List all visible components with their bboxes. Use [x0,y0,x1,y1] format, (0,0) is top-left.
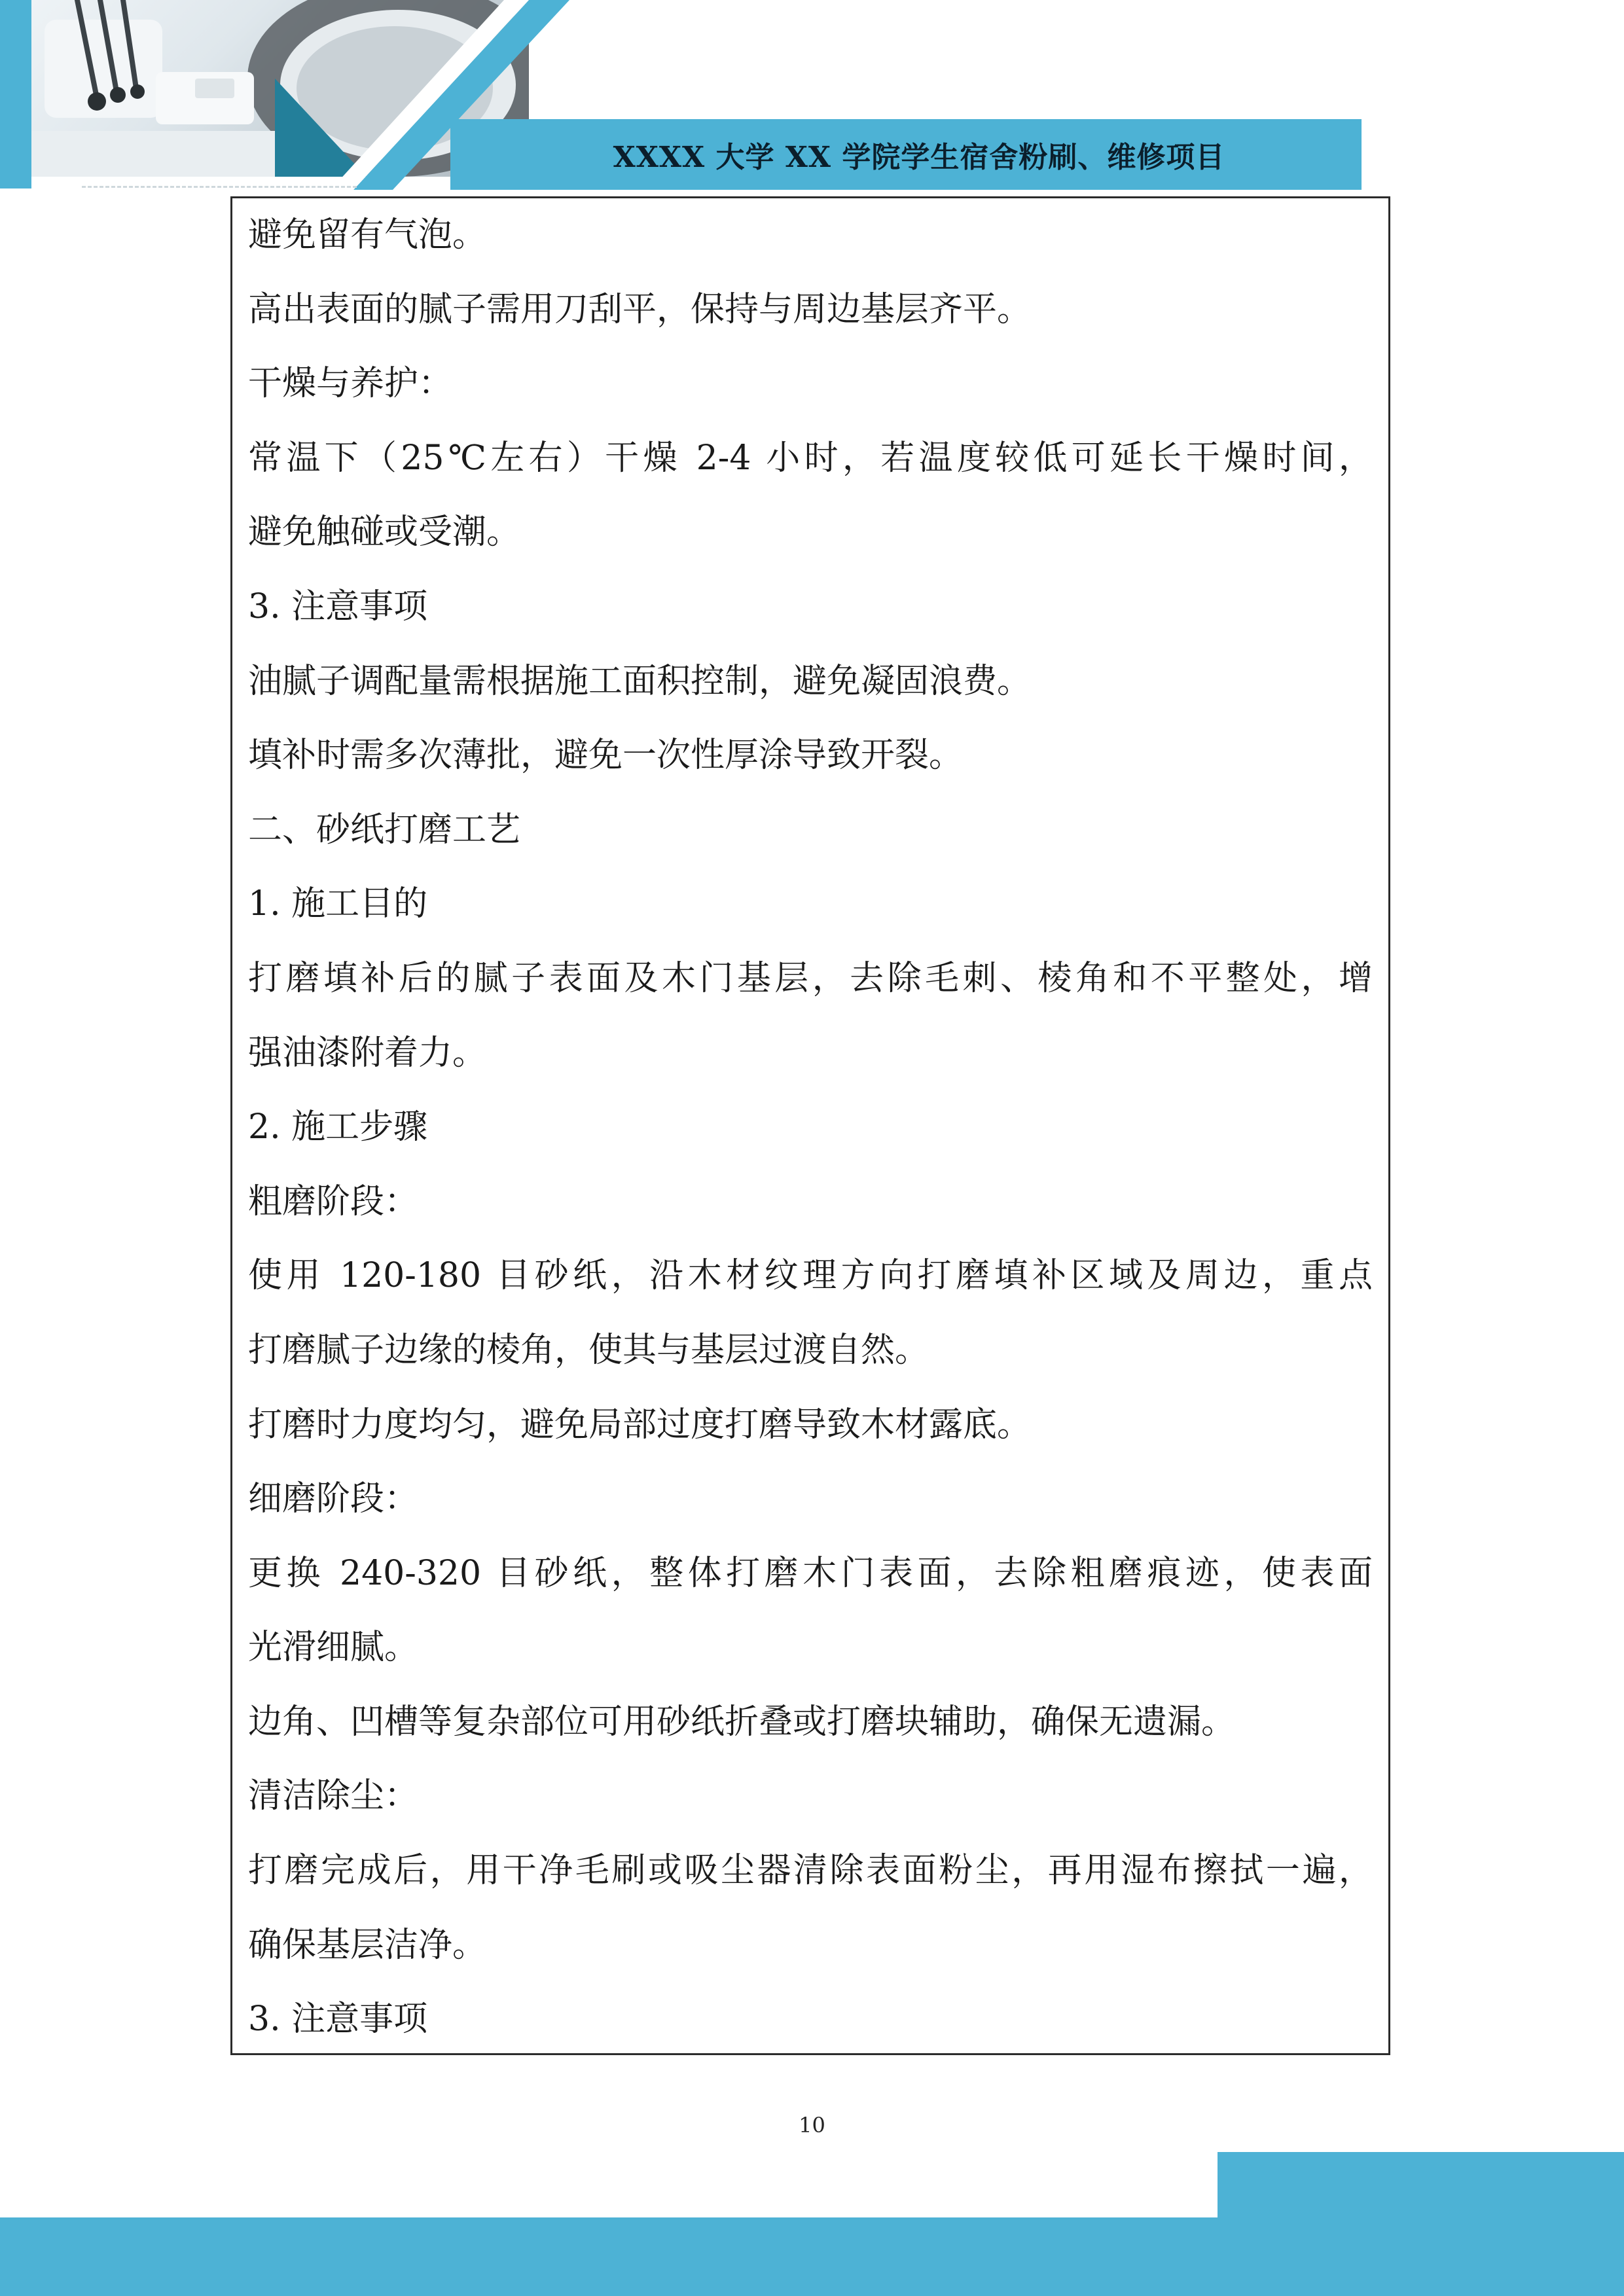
text-line: 避免留有气泡。 [248,215,487,255]
text-line: 打磨腻子边缘的棱角，使其与基层过渡自然。 [248,1330,929,1370]
text-line: 使用 120-180 目砂纸，沿木材纹理方向打磨填补区域及周边，重点 [248,1256,1373,1296]
text-line: 打磨时力度均匀，避免局部过度打磨导致木材露底。 [248,1405,1032,1444]
text-line: 填补时需多次薄批，避免一次性厚涂导致开裂。 [248,736,964,776]
section-heading: 二、砂纸打磨工艺 [248,810,521,850]
section-heading: 1. 施工目的 [248,884,428,924]
text-line: 油腻子调配量需根据施工面积控制，避免凝固浪费。 [248,661,1032,701]
text-line: 粗磨阶段： [248,1181,419,1221]
document-title: XXXX 大学 XX 学院学生宿舍粉刷、维修项目 [613,141,1225,174]
text-line: 强油漆附着力。 [248,1033,487,1073]
section-heading: 2. 施工步骤 [248,1107,428,1147]
text-line: 避免触碰或受潮。 [248,512,521,552]
text-line: 光滑细腻。 [248,1628,419,1668]
text-line: 细磨阶段： [248,1479,419,1519]
text-line: 更换 240-320 目砂纸，整体打磨木门表面，去除粗磨痕迹，使表面 [248,1553,1373,1593]
text-line: 高出表面的腻子需用刀刮平，保持与周边基层齐平。 [248,289,1032,329]
text-line: 干燥与养护： [248,364,453,404]
content-body [248,198,1373,2057]
footer-accent-tab [1218,2152,1624,2217]
page-number: 10 [799,2113,825,2138]
text-line: 常温下（25℃左右）干燥 2-4 小时，若温度较低可延长干燥时间， [248,438,1373,478]
text-line: 打磨完成后，用干净毛刷或吸尘器清除表面粉尘，再用湿布擦拭一遍， [248,1851,1373,1891]
header-title-bar [450,119,1362,190]
text-line: 打磨填补后的腻子表面及木门基层，去除毛刺、棱角和不平整处，增 [248,958,1373,998]
footer-band [0,2217,1624,2296]
content-frame [230,196,1390,2055]
section-heading: 3. 注意事项 [248,2000,428,2039]
text-line: 清洁除尘： [248,1776,419,1816]
header-dashed-divider [82,186,357,188]
text-line: 边角、凹槽等复杂部位可用砂纸折叠或打磨块辅助，确保无遗漏。 [248,1702,1236,1742]
section-heading: 3. 注意事项 [248,586,428,626]
text-line: 确保基层洁净。 [248,1925,487,1965]
